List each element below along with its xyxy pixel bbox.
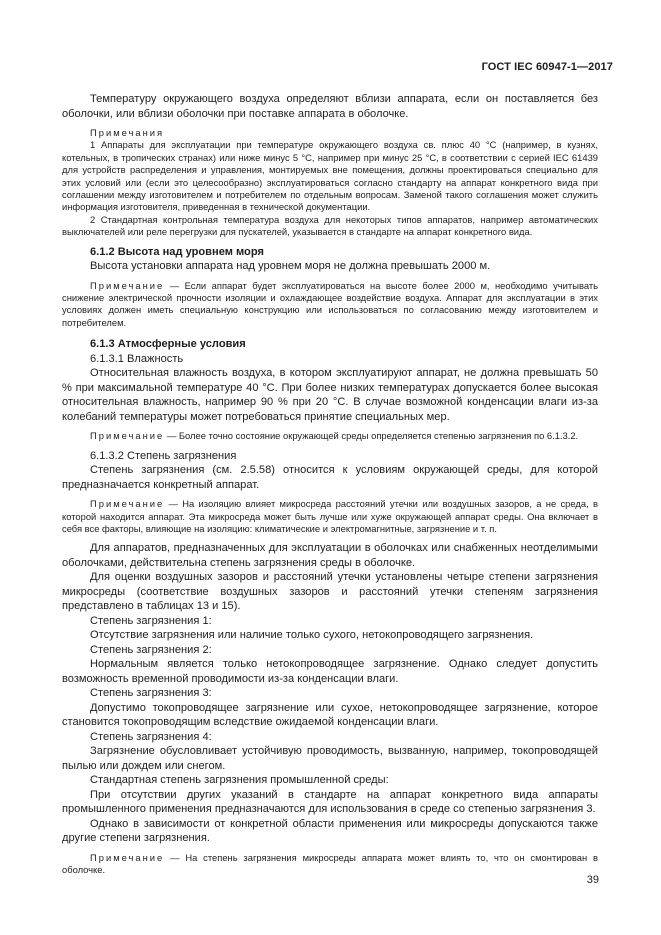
standard-degree-text-2: Однако в зависимости от конкретной области применения или микросреды допускаются также другие степени загрязнения. [62,817,598,845]
note-label: Примечание [90,498,165,510]
degree-2-text: Нормальным является только нетокопроводящее загрязнение. Однако следует допустить возможность временной проводимости из-за конденсации влаги. [62,658,598,685]
note-enclosure [62,852,598,877]
degree-3-label: Степень загрязнения 3: [90,687,212,700]
note-altitude [62,280,598,330]
note-pollution [62,498,598,535]
section-heading-atmospheric: 6.1.3 Атмосферные условия [90,338,246,351]
degree-3-text: Допустимо токопроводящее загрязнение или сухое, нетокопроводящее загрязнение, которое становится токопроводящим вследствие ожидаемой конденсации влаги. [62,701,598,729]
note-text: — Если аппарат будет эксплуатироваться на высоте более 2000 м, необходимо учитывать снижение электрической прочности изоляции и охлаждающее воздействие воздуха. Аппарат для эксплуатации в этих условиях должен иметь специальную конструкцию или использоваться по согласованию между изготовителем и потребителем. [62,279,599,328]
note-2: 2 Стандартная контрольная температура воздуха для некоторых типов аппаратов, например автоматических выключателей или реле перегрузки для пускателей, указывается в стандарте на аппарат конкретного вида. [62,213,598,238]
paragraph-humidity: Относительная влажность воздуха, в котором эксплуатируют аппарат, не должна превышать 50 % при максимальной температуре 40 °С. При более низких температурах допускается более высокая относительная влажность, например 90 % при 20 °С. В случае возможной конденсации влаги из-за колебаний температуры может потребоваться принятие специальных мер. [62,367,598,423]
note-text: — Более точно состояние окружающей среды определяется степенью загрязнения по 6.1.3.2. [166,430,579,442]
note-text: — На изоляцию влияет микросреда расстояний утечки или воздушных зазоров, а не среда, в которой находится аппарат. Эта микросреда может быть лучше или хуже окружающей аппарат среды. Она включает в себя все факторы, влияющие на изоляцию: климатические и электромагнитные, загрязнение и т. п. [62,498,598,534]
paragraph-altitude: Высота установки аппарата над уровнем моря не должна превышать 2000 м. [90,260,491,273]
note-1: 1 Аппараты для эксплуатации при температуре окружающего воздуха св. плюс 40 °С (например, в кузнях, котельных, в тропических странах) или ниже минус 5 °С, например при минус 25 °С, в соответствии с серией IEC 61439 для устройств распределения и управления, монтируемых вне помещения, должны проектироваться специально для этих условий или (если это целесообразно) эксплуатироваться согласно стандарту на аппарат конкретного вида при соглашении между изготовителем и потребителем по отдельным вопросам. Заменой такого соглашения может служить информация изготовителя, приведенная в технической документации. [62,139,598,213]
standard-degree-label: Стандартная степень загрязнения промышленной среды: [90,774,389,787]
degree-2-label: Степень загрязнения 2: [90,643,212,656]
degree-4-text: Загрязнение обусловливает устойчивую проводимость, вызванную, например, токопроводящей пылью или дождем или снегом. [62,745,598,772]
degree-4-label: Степень загрязнения 4: [90,730,212,743]
note-label: Примечание [90,430,165,442]
note-humidity [62,430,598,442]
paragraph-enclosures: Для аппаратов, предназначенных для эксплуатации в оболочках или снабженных неотделимыми оболочками, действительна степень загрязнения среды в оболочке. [62,542,598,569]
paragraph-pollution: Степень загрязнения (см. 2.5.58) относится к условиям окружающей среды, для которой предназначается конкретный аппарат. [62,464,598,491]
degree-1-text: Отсутствие загрязнения или наличие только сухого, нетокопроводящего загрязнения. [90,629,534,642]
section-heading-altitude: 6.1.2 Высота над уровнем моря [90,245,264,258]
standard-header: ГОСТ IEC 60947-1—2017 [481,61,613,73]
page-number: 39 [586,874,599,886]
notes-heading: Примечания [90,127,165,138]
subsection-humidity: 6.1.3.1 Влажность [90,352,184,365]
note-text: — На степень загрязнения микросреды аппарата может влиять то, что он смонтирован в оболочке. [62,851,598,876]
paragraph-four-degrees: Для оценки воздушных зазоров и расстояний утечки установлены четыре степени загрязнения микросреды (соответствие воздушных зазоров и расстояний утечки степеням загрязнения представлено в таблицах 13 и 15). [62,571,598,613]
standard-degree-text: При отсутствии других указаний в стандарте на аппарат конкретного вида аппараты промышленного применения предназначаются для использования в среде со степенью загрязнения 3. [62,788,598,816]
paragraph-ambient-temperature: Температуру окружающего воздуха определяют вблизи аппарата, если он поставляется без оболочки, или вблизи оболочки при поставке аппарата в оболочке. [62,93,598,120]
subsection-pollution: 6.1.3.2 Степень загрязнения [90,449,237,462]
note-label: Примечание [90,279,165,291]
note-label: Примечание [90,851,165,863]
degree-1-label: Степень загрязнения 1: [90,614,212,627]
page-body [62,92,598,877]
